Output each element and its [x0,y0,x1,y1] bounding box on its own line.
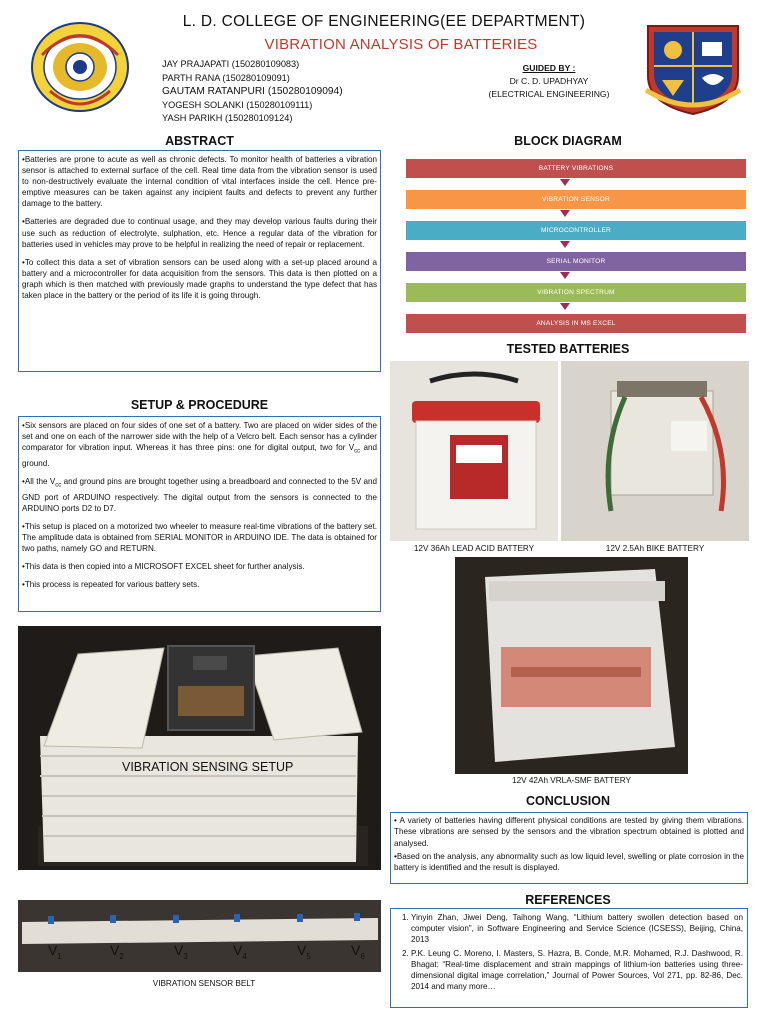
setup-photo [18,626,381,870]
lead-acid-battery-photo [390,361,558,541]
abstract-paragraph-3: •To collect this data a set of vibration sensors can be used along with a set-up placed around a battery and a microcontroller for data acquisition from the sensors. This data is then plotted on a graph which is then matched with previously made graphs to understand the type defect that has taken place in the battery or the period of its life it is going through. [22,257,377,301]
flow-arrow-icon [560,210,570,217]
flow-step-vibration-sensor: VIBRATION SENSOR [406,190,746,209]
sensor-label-3: $V_3$ [174,942,188,961]
poster-title: VIBRATION ANALYSIS OF BATTERIES [264,36,538,53]
setup-paragraph-1: •Six sensors are placed on four sides of one set of a battery. Two are placed on wider sides of the set and one on each of the narrower side with the help of a Velcro belt. Each sensor has a cylinder comparator for vibration input. Whereas it has three pins: one for digital output, two for $V_{cc}$ and ground. [22,421,377,468]
vrla-battery-photo [455,557,688,774]
flow-step-battery-vibrations: BATTERY VIBRATIONS [406,159,746,178]
conclusion-box [390,812,748,884]
sensor-label-6: $V_6$ [351,942,365,961]
flow-step-serial-monitor: SERIAL MONITOR [406,252,746,271]
sensor-belt-caption: VIBRATION SENSOR BELT [152,979,256,988]
setup-paragraph-3: •This setup is placed on a motorized two wheeler to measure real-time vibrations of the battery set. The amplitude data is obtained from SERIAL MONITOR in ARDUINO IDE. The data is obtained for two paths, namely GO and RETURN. [22,521,377,554]
author-5: YASH PARIKH (150280109124) [162,113,293,124]
sensor-label-2: $V_2$ [110,942,124,961]
lead-acid-battery-caption: 12V 36Ah LEAD ACID BATTERY [413,544,535,553]
left-logo [30,21,130,113]
abstract-box [18,150,381,372]
abstract-paragraph-2: •Batteries are degraded due to continual usage, and they may develop various faults during their use such as reduction of electrolyte, sulphation, etc. Hence a regular data of the vibration for batteries used in vehicles may prove to be helpful in realizing the need of repair or replacement. [22,217,377,249]
reference-item-2: 2. P.K. Leung C. Moreno, I. Masters, S. Hazra, B. Conde, M.R. Mohamed, R.J. Dashwood, R. Bhagat: “Real-time displacement and strain mappings of lithium-ion batteries using three- dimensional digital image correlation,” Journal of Power Sources, Vol 271, pp. 82-86, Dec. 2014 and many more… [411,948,743,993]
flow-arrow-icon [560,179,570,186]
sensor-labels [18,942,381,966]
reference-item-1: 1. Yinyin Zhan, Jiwei Deng, Taihong Wang, “Lithium battery swollen detection based on computer vision”, in Software Engineering and Service Science (ICSESS), Beijing, China, 2013 [411,912,743,946]
sensor-label-4: $V_4$ [233,942,247,961]
conclusion-paragraph-1: • A variety of batteries having different physical conditions are tested by giving them vibrations. These vibrations are sensed by the sensors and the vibration spectrum obtained is plotted and analysed. [394,816,744,848]
sensor-label-1: $V_1$ [48,942,62,961]
conclusion-paragraph-2: •Based on the analysis, any abnormality such as low liquid level, swelling or plate corrosion in the battery is identified and the result is displayed. [394,851,744,873]
college-name: L. D. COLLEGE OF ENGINEERING(EE DEPARTMENT) [182,13,586,30]
author-1: JAY PRAJAPATI (150280109083) [162,59,300,69]
guide-name: Dr C. D. UPADHYAY [509,76,589,86]
references-list [391,909,747,996]
setup-box [18,416,381,612]
author-4: YOGESH SOLANKI (150280109111) [162,99,313,110]
guide-block [480,62,618,101]
vrla-battery-caption: 12V 42Ah VRLA-SMF BATTERY [512,776,631,785]
bike-battery-photo [561,361,749,541]
authors-list [162,58,343,126]
flow-step-analysis-excel: ANALYSIS IN MS EXCEL [406,314,746,333]
flow-arrow-icon [560,303,570,310]
setup-photo-label: VIBRATION SENSING SETUP [122,760,294,774]
setup-paragraph-4: •This data is then copied into a MICROSOFT EXCEL sheet for further analysis. [22,562,305,572]
author-2: PARTH RANA (150280109091) [162,72,290,83]
bike-battery-caption: 12V 2.5Ah BIKE BATTERY [605,544,705,553]
guided-by-label: GUIDED BY : [522,63,576,73]
right-logo [640,20,746,116]
references-box [390,908,748,1008]
flow-step-microcontroller: MICROCONTROLLER [406,221,746,240]
abstract-paragraph-1: •Batteries are prone to acute as well as chronic defects. To monitor health of batteries a vibration sensor is attached to external surface of the cell. Real time data from the vibration sensor is used to non-destructively evaluate the internal condition of vital interfaces inside the cell. Hence pre-emptive measures can be taken against any incipient faults and defects to prevent any further damage to the battery. [22,155,377,209]
author-3: GAUTAM RATANPURI (150280109094) [162,86,343,98]
references-heading: REFERENCES [525,893,611,907]
guide-dept: (ELECTRICAL ENGINEERING) [488,89,610,99]
flow-arrow-icon [560,272,570,279]
abstract-heading: ABSTRACT [165,134,234,148]
sensor-label-5: $V_5$ [297,942,311,961]
conclusion-heading: CONCLUSION [525,794,611,808]
setup-heading: SETUP & PROCEDURE [130,398,269,412]
flow-step-vibration-spectrum: VIBRATION SPECTRUM [406,283,746,302]
flow-arrow-icon [560,241,570,248]
setup-paragraph-2: •All the $V_{cc}$ and ground pins are brought together using a breadboard and connected to the 5V and GND port of ARDUINO respectively. The digital output from the sensors is connected to the ARDUINO ports D2 to D7. [22,476,377,513]
block-diagram-heading: BLOCK DIAGRAM [514,134,622,148]
setup-paragraph-5: •This process is repeated for various battery sets. [22,580,200,590]
tested-batteries-heading: TESTED BATTERIES [506,342,630,356]
